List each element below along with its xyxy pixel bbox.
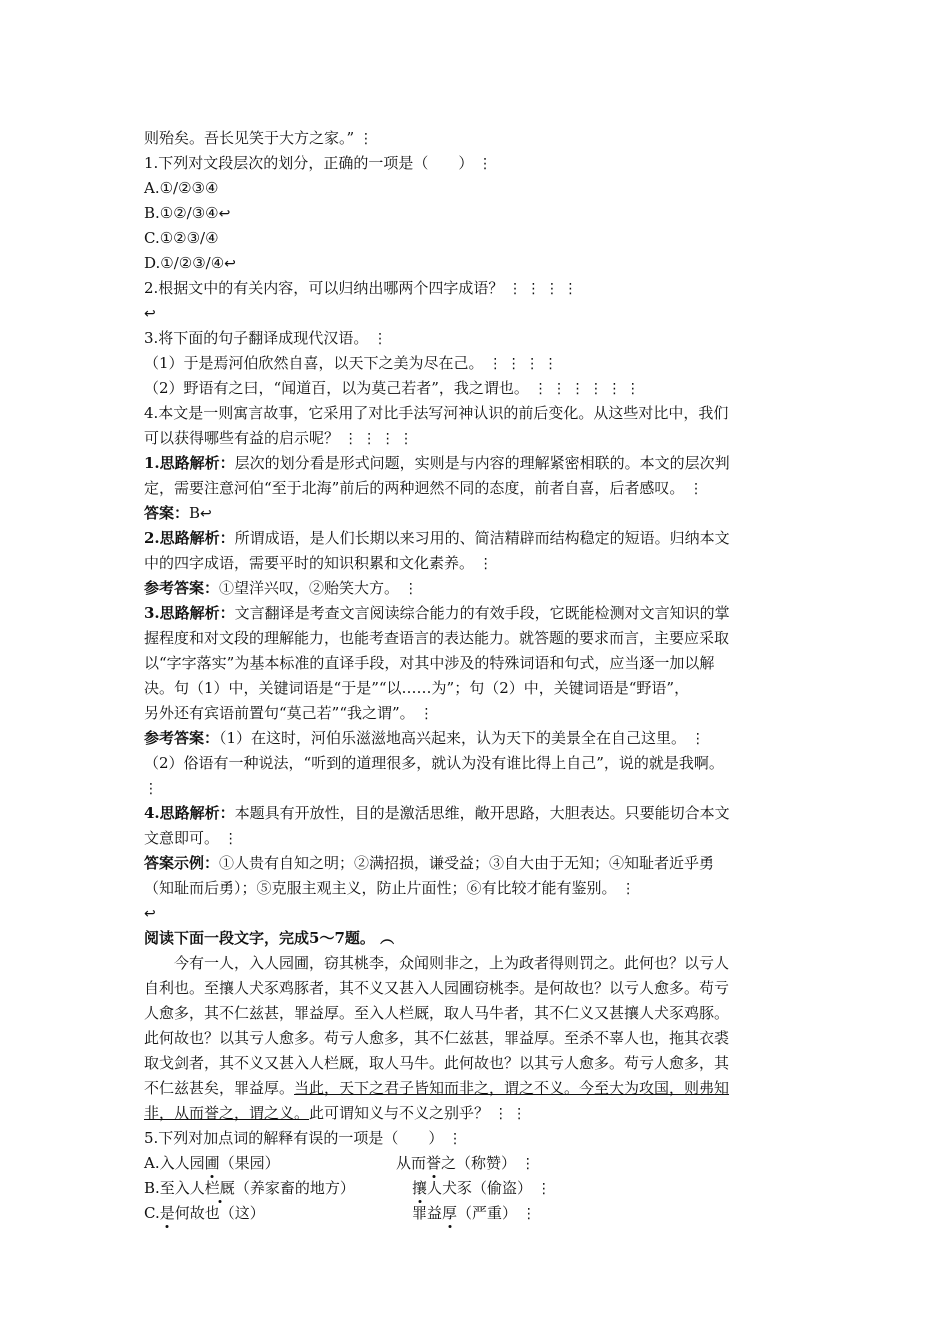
answer-4: 答案示例：①人贵有自知之明；②满招损，谦受益；③自大由于无知；④知耻者近乎勇 [144, 854, 715, 872]
return-arrow-icon: ↩ [224, 256, 236, 272]
paragraph-mark-icon: ⋮ [358, 131, 373, 147]
paragraph-mark-icon: ⋮ [621, 881, 636, 897]
analysis-3-cont: 以“字字落实”为基本标准的直译手段，对其中涉及的特殊词语和句式，应当逐一加以解 [144, 654, 715, 672]
dotted-word: 圃 [205, 1151, 220, 1175]
paragraph-mark-icon: ⋮ [223, 831, 238, 847]
dotted-word: 厚 [442, 1201, 457, 1225]
analysis-3-cont: 握程度和对文段的理解能力，也能考查语言的表达能力。就答题的要求而言，主要应采取 [144, 629, 730, 647]
option-c-second: 罪益厚（严重） ⋮ [412, 1201, 536, 1226]
dotted-word: 誉 [426, 1151, 441, 1175]
passage-line: 人愈多，其不仁兹甚，罪益厚。至入人栏厩，取人马牛者，其不仁义又甚攘人犬豕鸡豚。 [144, 1004, 730, 1022]
question-1: 1.下列对文段层次的划分，正确的一项是（ ） ⋮ [144, 154, 493, 172]
paragraph-mark-icon: ⋮ [521, 1206, 536, 1222]
analysis-1-cont: 定，需要注意河伯“至于北海”前后的两种迥然不同的态度，前者自喜，后者感叹。 ⋮ [144, 479, 704, 497]
passage-line: 自利也。至攘人犬豕鸡豚者，其不义又甚入人园圃窃桃李。是何故也？以亏人愈多。苟亏 [144, 979, 730, 997]
answer-3: 参考答案：（1）在这时，河伯乐滋滋地高兴起来，认为天下的美景全在自己这里。 ⋮ [144, 729, 705, 747]
paragraph-mark-icon: ⋮ ⋮ ⋮ ⋮ [488, 356, 558, 372]
dotted-word: 攘 [412, 1176, 427, 1200]
analysis-1: 1.思路解析：层次的划分看是形式问题，实则是与内容的理解紧密相联的。本文的层次判 [144, 454, 730, 472]
return-line [144, 301, 156, 326]
return-arrow-icon: ↩ [144, 306, 156, 322]
question-4: 4.本文是一则寓言故事，它采用了对比手法写河神认识的前后变化。从这些对比中，我们 [144, 404, 729, 422]
passage-line: 非，从而誉之，谓之义。此可谓知义与不义之别乎？ ⋮ ⋮ [144, 1104, 527, 1122]
answer-3-cont: （2）俗语有一种说法，“听到的道理很多，就认为没有谁比得上自己”，说的就是我啊。 [144, 754, 724, 772]
answer-4-cont: （知耻而后勇）；⑤克服主观主义，防止片面性；⑥有比较才能有鉴别。 ⋮ [144, 879, 636, 897]
underlined-text: 非，从而誉之，谓之义。 [144, 1104, 310, 1122]
underlined-text: 当此，天下之君子皆知而非之，谓之不义。今至大为攻国，则弗知 [294, 1079, 730, 1097]
option-a: A.①/②③④ [144, 179, 219, 197]
dotted-word: 栏厩 [205, 1176, 235, 1200]
analysis-3: 3.思路解析：文言翻译是考查文言阅读综合能力的有效手段，它既能检测对文言知识的掌 [144, 604, 730, 622]
option-c: C.是何故也（这） [144, 1201, 265, 1225]
paragraph-mark-icon: ⋮ ⋮ [493, 1106, 527, 1122]
paragraph-mark-icon: ⋮ ⋮ ⋮ ⋮ [508, 281, 578, 297]
analysis-4: 4.思路解析：本题具有开放性，目的是激活思维，敞开思路，大胆表达。只要能切合本文 [144, 804, 730, 822]
passage-line: 此何故也？以其亏人愈多。苟亏人愈多，其不仁兹甚，罪益厚。至杀不辜人也，拖其衣裘 [144, 1029, 730, 1047]
option-d: D.①/②③/④↩ [144, 254, 236, 272]
option-b: B.①②/③④↩ [144, 204, 231, 222]
dotted-word: 是 [160, 1201, 175, 1225]
return-arrow-icon: ↩ [144, 906, 156, 922]
passage-line: 不仁兹甚矣，罪益厚。当此，天下之君子皆知而非之，谓之不义。今至大为攻国，则弗知 [144, 1079, 730, 1097]
question-3: 3.将下面的句子翻译成现代汉语。 ⋮ [144, 329, 388, 347]
analysis-3-cont: 决。句（1）中，关键词语是“于是”“以……为”；句（2）中，关键词语是“野语”， [144, 679, 690, 697]
return-arrow-icon: ↩ [200, 506, 212, 522]
paragraph-mark-icon: ⋮ [536, 1181, 551, 1197]
paragraph-mark-icon: ⋮ [478, 556, 493, 572]
option-a: A.入人园圃（果园） [144, 1151, 280, 1175]
paragraph-mark-line [144, 776, 158, 801]
question-4-cont: 可以获得哪些有益的启示呢？ ⋮ ⋮ ⋮ ⋮ [144, 429, 414, 447]
option-b: B.至入人栏厩（养家畜的地方） [144, 1176, 355, 1200]
analysis-2: 2.思路解析：所谓成语，是人们长期以来习用的、简洁精辟而结构稳定的短语。归纳本文 [144, 529, 730, 547]
answer-1: 答案：B↩ [144, 504, 212, 522]
return-line [144, 901, 156, 926]
section-heading: 阅读下面一段文字，完成5～7题。 ︵ [144, 929, 395, 947]
paragraph-mark-icon: ⋮ [144, 781, 158, 797]
passage-line: 取戈剑者，其不义又甚入人栏厩，取人马牛。此何故也？以其亏人愈多。苟亏人愈多，其 [144, 1054, 730, 1072]
paragraph-mark-icon: ⋮ ⋮ ⋮ ⋮ ⋮ ⋮ [533, 381, 640, 397]
analysis-4-cont: 文意即可。 ⋮ [144, 829, 238, 847]
text-line: 则殆矣。吾长见笑于大方之家。” ⋮ [144, 129, 373, 147]
paragraph-mark-icon: ⋮ [403, 581, 418, 597]
option-c: C.①②③/④ [144, 229, 219, 247]
paragraph-mark-icon: ⋮ [419, 706, 434, 722]
paragraph-mark-icon: ⋮ [373, 331, 388, 347]
analysis-3-cont: 另外还有宾语前置句“莫己若”“我之谓”。 ⋮ [144, 704, 434, 722]
paragraph-mark-icon: ⋮ [478, 156, 493, 172]
paragraph-mark-icon: ⋮ ⋮ ⋮ ⋮ [343, 431, 414, 447]
analysis-2-cont: 中的四字成语，需要平时的知识积累和文化素养。 ⋮ [144, 554, 493, 572]
question-2: 2.根据文中的有关内容，可以归纳出哪两个四字成语？ ⋮ ⋮ ⋮ ⋮ [144, 279, 578, 297]
question-5: 5.下列对加点词的解释有误的一项是（ ） ⋮ [144, 1129, 463, 1147]
option-b-second: 攘人犬豕（偷盗） ⋮ [412, 1176, 551, 1201]
passage-line: 今有一人，入人园圃，窃其桃李，众闻则非之，上为政者得则罚之。此何也？以亏人 [174, 954, 730, 972]
answer-2: 参考答案：①望洋兴叹，②贻笑大方。 ⋮ [144, 579, 418, 597]
paragraph-mark-icon: ⋮ [689, 481, 704, 497]
option-a-second: 从而誉之（称赞） ⋮ [396, 1151, 535, 1176]
question-3-item-1: （1）于是焉河伯欣然自喜，以天下之美为尽在己。 ⋮ ⋮ ⋮ ⋮ [144, 354, 558, 372]
paragraph-mark-icon: ⋮ [520, 1156, 535, 1172]
paragraph-mark-icon: ⋮ [448, 1131, 463, 1147]
return-arrow-icon: ↩ [218, 206, 231, 222]
paragraph-mark-icon: ⋮ [690, 731, 705, 747]
corner-mark-icon: ︵ [380, 931, 395, 947]
question-3-item-2: （2）野语有之曰，“闻道百，以为莫己若者”，我之谓也。 ⋮ ⋮ ⋮ ⋮ ⋮ ⋮ [144, 379, 640, 397]
